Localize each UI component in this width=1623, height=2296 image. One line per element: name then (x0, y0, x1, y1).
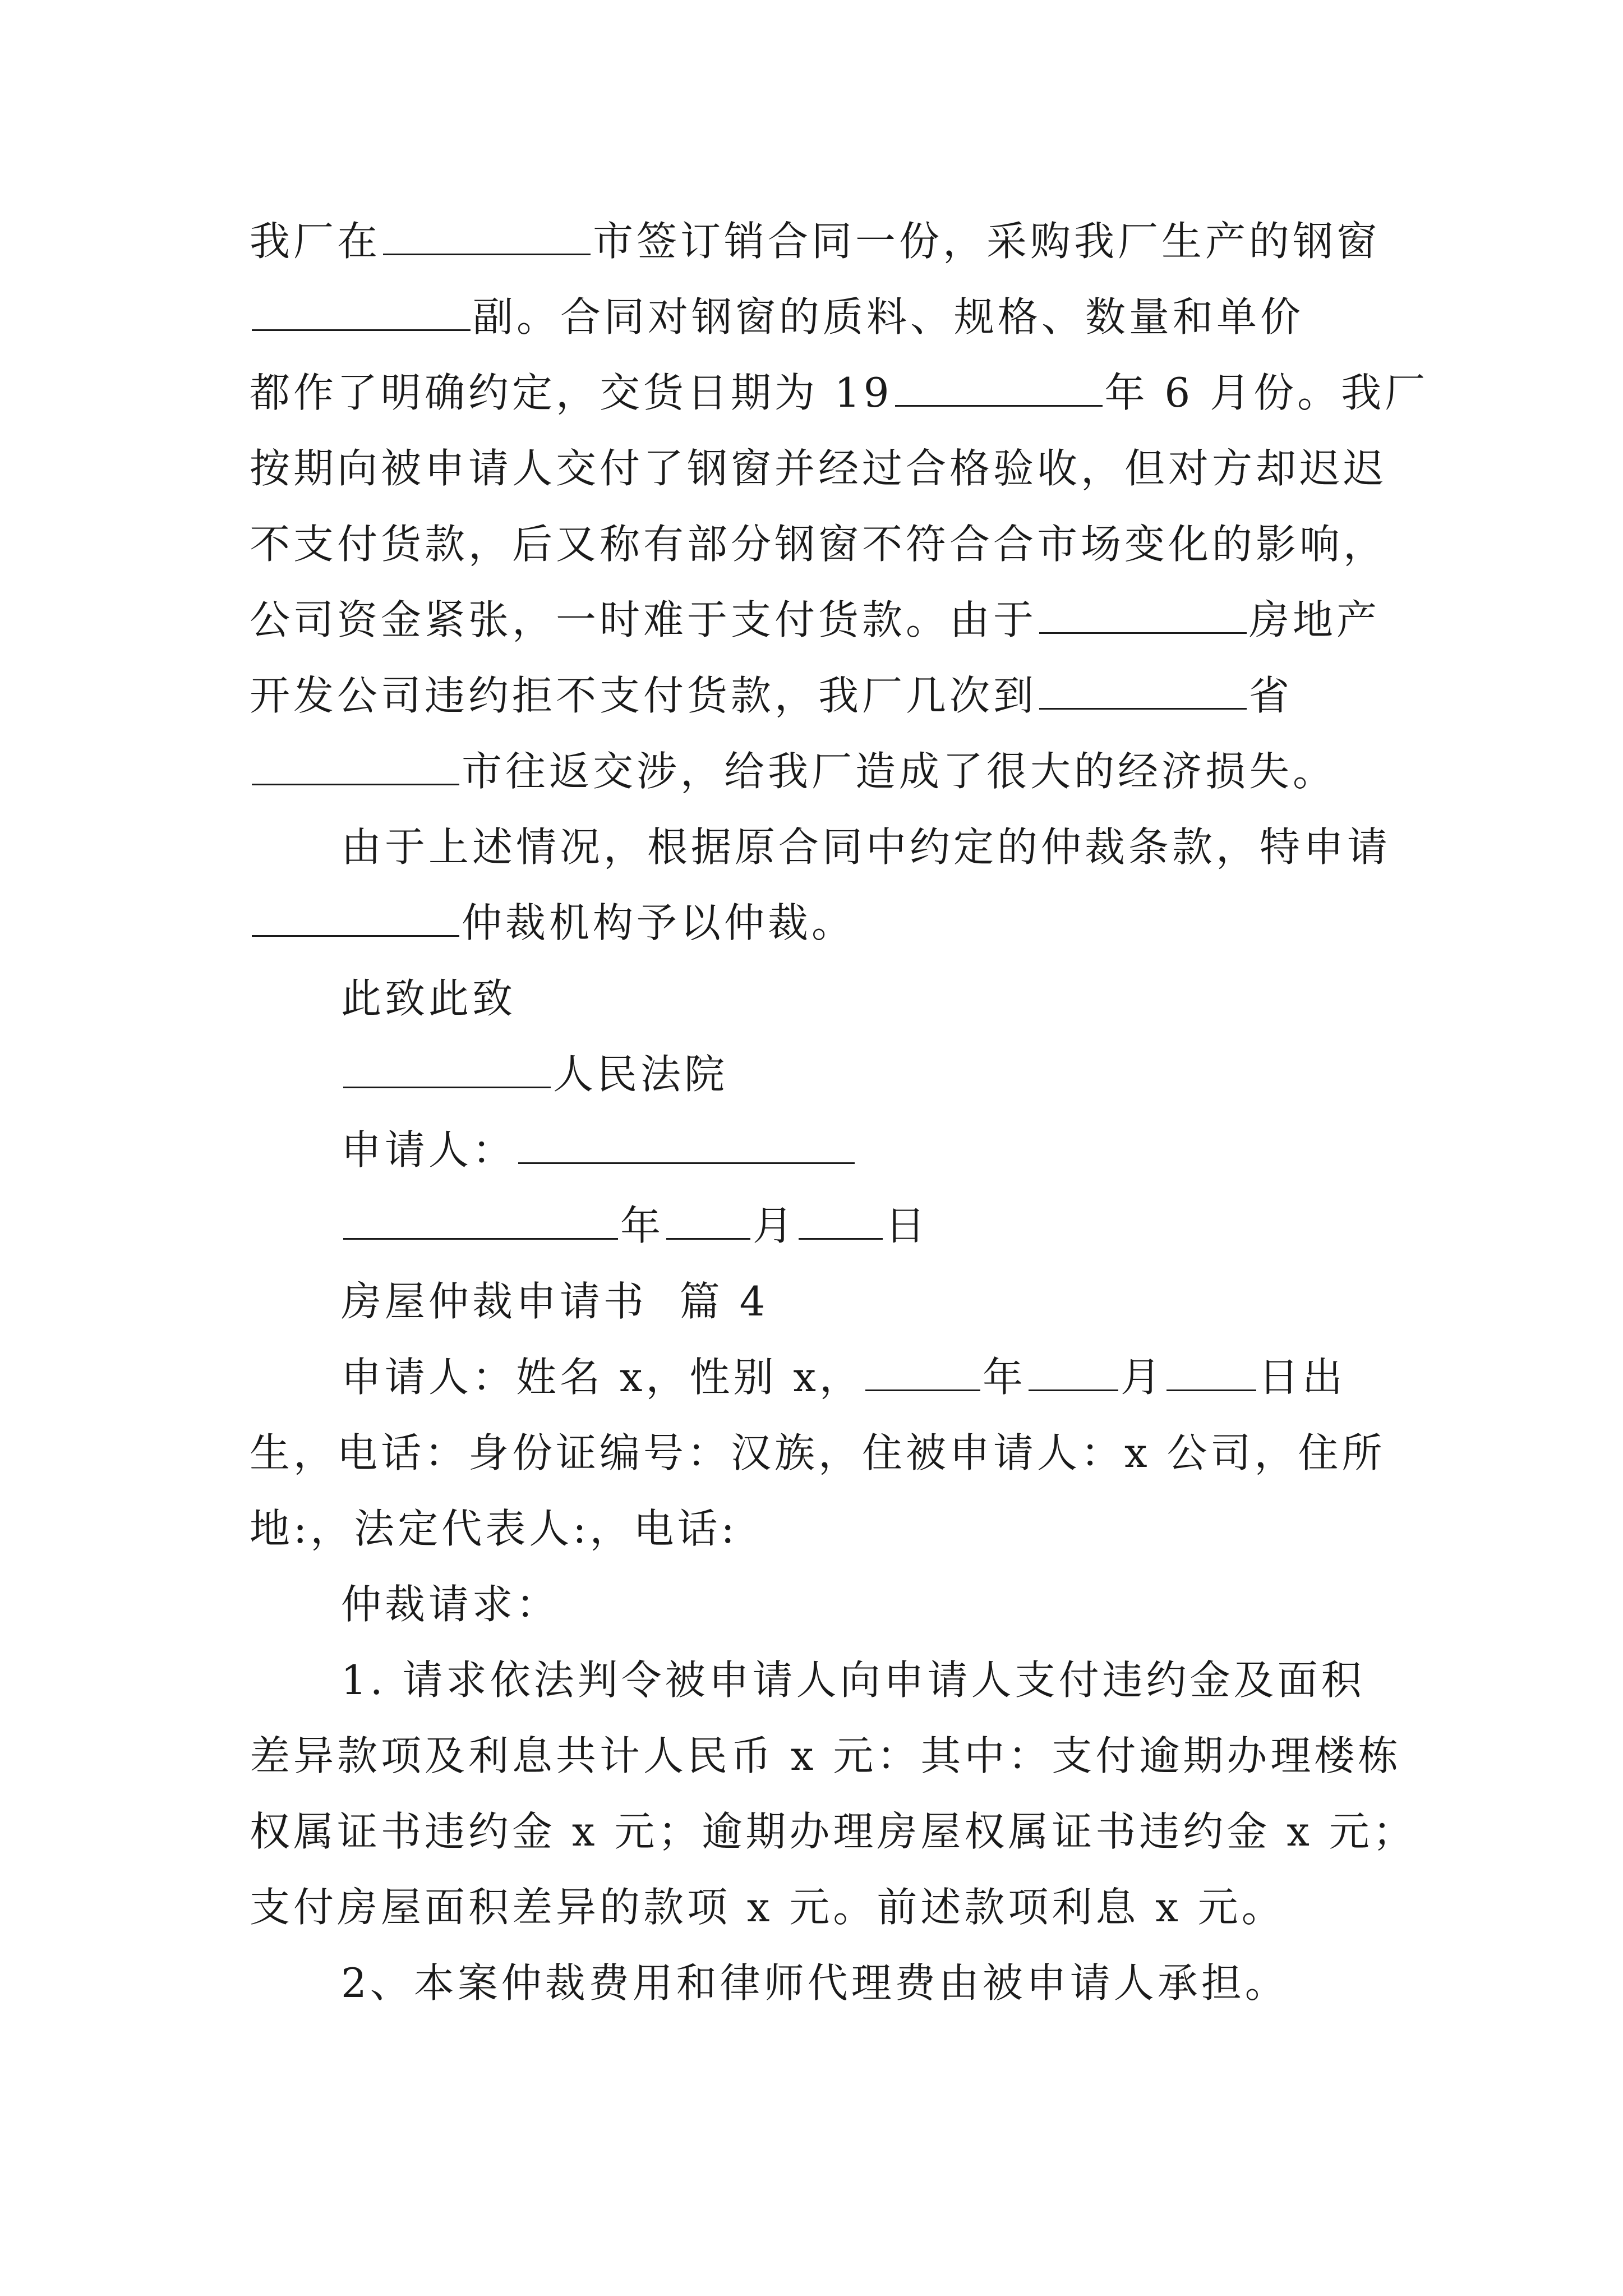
text: 副。合同对钢窗的质料、规格、数量和单价 (473, 293, 1304, 341)
text: 房地产 (1249, 596, 1381, 643)
fill-blank (666, 1201, 750, 1240)
text-line: 由于上述情况，根据原合同中约定的仲裁条款，特申请 (341, 823, 1391, 871)
text-line: 生，电话：身份证编号：汉族，住被申请人：x 公司，住所 (250, 1429, 1386, 1476)
text-line (250, 366, 1428, 420)
text-line: 地:，法定代表人:，电话: (250, 1505, 738, 1552)
section-title: 房屋仲裁申请书 篇 4 (341, 1278, 769, 1325)
text: 市往返交涉，给我厂造成了很大的经济损失。 (462, 748, 1337, 795)
text: 仲裁机构予以仲裁。 (462, 899, 856, 946)
text: 年 (983, 1354, 1027, 1401)
text-line (250, 896, 855, 950)
applicant-signature-line (341, 1123, 857, 1177)
text: 年 (620, 1202, 665, 1249)
text-line: 2、本案仲裁费用和律师代理费由被申请人承担。 (341, 1959, 1289, 2007)
fill-blank (1039, 671, 1247, 710)
fill-blank (518, 1125, 855, 1164)
text: 年 6 月份。我厂 (1104, 369, 1429, 416)
salutation: 此致此致 (341, 975, 517, 1022)
fill-blank (252, 747, 459, 785)
text-line (250, 593, 1380, 647)
text: 市签订销合同一份，采购我厂生产的钢窗 (593, 218, 1381, 265)
fill-blank (799, 1201, 883, 1240)
text: 日出 (1258, 1354, 1347, 1401)
fill-blank (1039, 595, 1247, 634)
claims-title: 仲裁请求： (341, 1581, 560, 1628)
fill-blank (343, 1050, 551, 1088)
fill-blank (1166, 1352, 1256, 1391)
text-line: 1. 请求依法判令被申请人向申请人支付违约金及面积 (341, 1657, 1365, 1704)
fill-blank (895, 368, 1103, 407)
text-line: 不支付货款，后又称有部分钢窗不符合合市场变化的影响， (250, 521, 1387, 568)
text-line (250, 290, 1304, 344)
fill-blank (383, 217, 591, 255)
text-line: 差异款项及利息共计人民币 x 元：其中：支付逾期办理楼栋 (250, 1732, 1402, 1779)
fill-blank (343, 1201, 618, 1240)
text: 月 (1121, 1354, 1165, 1401)
fill-blank (1029, 1352, 1118, 1391)
fill-blank (252, 292, 471, 331)
text: 我厂在 (250, 218, 381, 265)
text: 日 (885, 1202, 929, 1249)
fill-blank (865, 1352, 980, 1391)
text-line: 按期向被申请人交付了钢窗并经过合格验收，但对方却迟迟 (250, 445, 1387, 492)
text: 人民法院 (553, 1051, 728, 1098)
text: 开发公司违约拒不支付货款，我厂几次到 (250, 672, 1038, 719)
text: 公司资金紧张，一时难于支付货款。由于 (250, 596, 1038, 643)
text-line: 支付房屋面积差异的款项 x 元。前述款项利息 x 元。 (250, 1884, 1285, 1931)
text: 都作了明确约定，交货日期为 19 (250, 369, 893, 416)
text-line (250, 214, 1380, 268)
fill-blank (252, 898, 459, 937)
text: 省 (1249, 672, 1293, 719)
date-line (341, 1199, 929, 1253)
text-line: 权属证书违约金 x 元；逾期办理房屋权属证书违约金 x 元； (250, 1808, 1417, 1855)
court-line (341, 1047, 728, 1101)
text-line (250, 744, 1336, 798)
text-line (250, 669, 1293, 723)
text: 申请人： (341, 1126, 517, 1174)
text: 月 (753, 1202, 797, 1249)
text-line (341, 1350, 1346, 1404)
text: 申请人：姓名 x，性别 x， (341, 1354, 863, 1401)
